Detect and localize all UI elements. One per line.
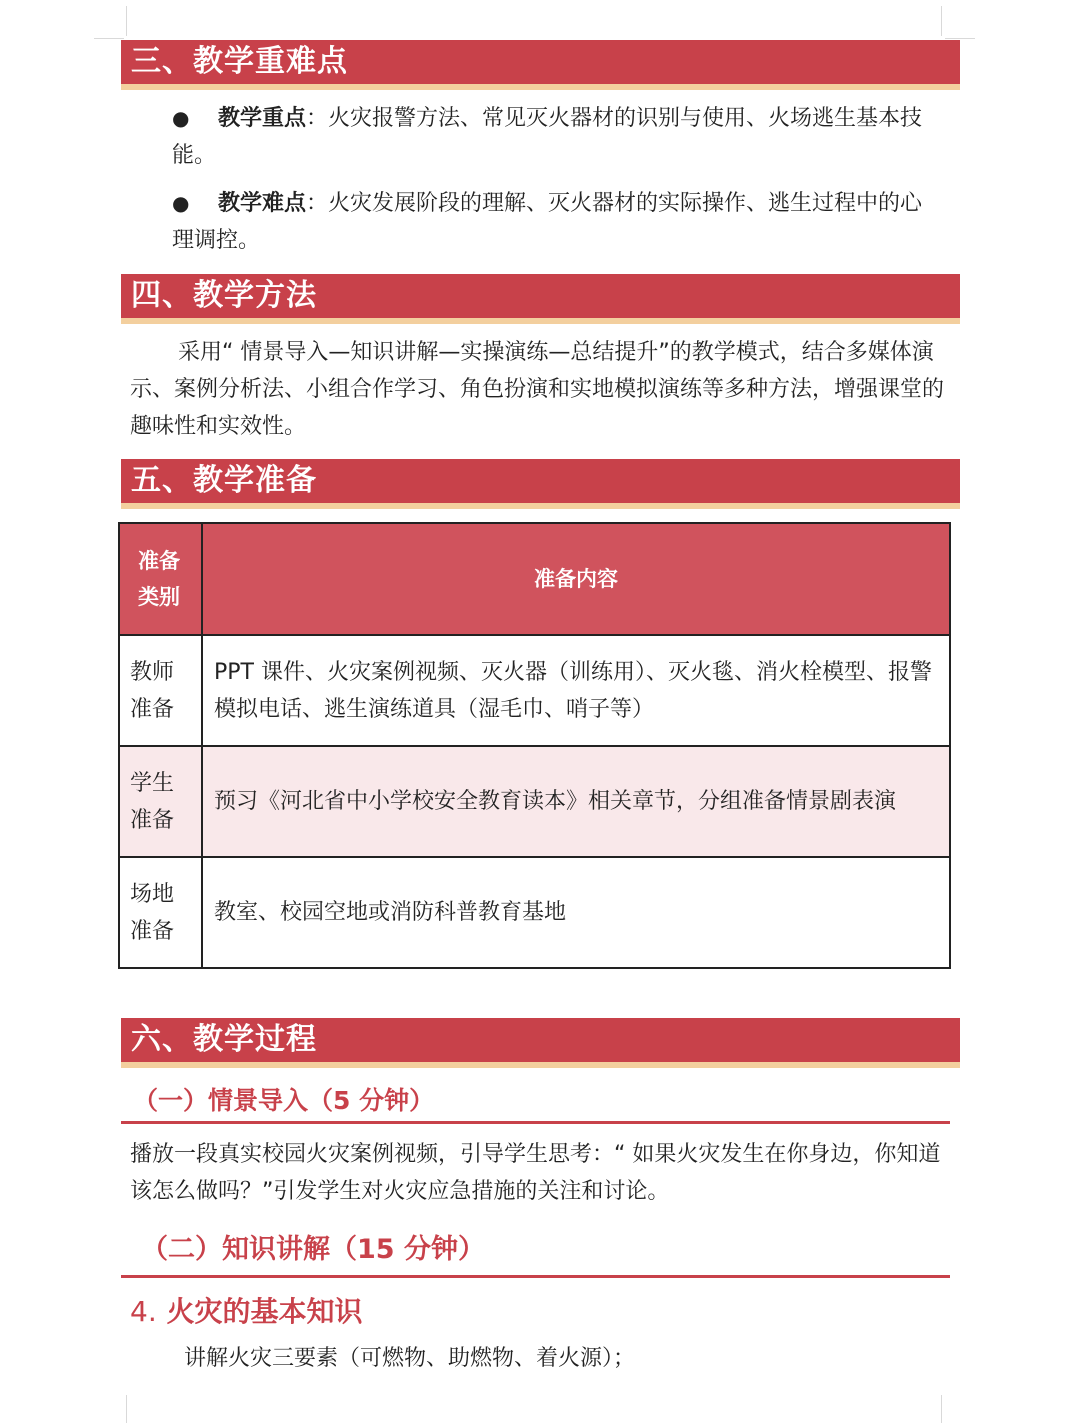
crop-mark <box>94 38 124 39</box>
item-number: 4. <box>130 1295 157 1328</box>
table-cell-content: PPT 课件、火灾案例视频、灭火器（训练用）、灭火毯、消火栓模型、报警模拟电话、逃生演练道具（湿毛巾、哨子等） <box>202 635 950 746</box>
section-heading: 四、教学方法 <box>121 274 960 324</box>
bullet-icon: ● <box>172 106 190 130</box>
crop-mark <box>126 1395 127 1423</box>
bullet-item <box>172 185 944 259</box>
knowledge-item-text: 讲解火灾三要素（可燃物、助燃物、着火源）； <box>184 1346 636 1371</box>
item-title: 火灾的基本知识 <box>166 1295 363 1328</box>
table-header-row <box>119 523 950 635</box>
table-header-category: 准备 类别 <box>119 523 202 635</box>
table-row <box>119 746 950 857</box>
table-cell-category: 场地 准备 <box>119 857 202 968</box>
bullet-text: ：火灾报警方法、常见灭火器材的识别与使用、火场逃生基本技能。 <box>172 106 923 168</box>
bullet-item <box>172 100 944 174</box>
subsection-heading: （一）情景导入（5 分钟） <box>121 1080 950 1124</box>
table-cell-content: 教室、校园空地或消防科普教育基地 <box>202 857 950 968</box>
bullet-icon: ● <box>172 191 190 215</box>
table-cell-content: 预习《河北省中小学校安全教育读本》相关章节，分组准备情景剧表演 <box>202 746 950 857</box>
bullet-text: ：火灾发展阶段的理解、灭火器材的实际操作、逃生过程中的心理调控。 <box>172 191 923 253</box>
section-heading: 三、教学重难点 <box>121 40 960 90</box>
crop-mark <box>945 38 975 39</box>
preparation-table <box>118 522 951 969</box>
table-row <box>119 857 950 968</box>
bullet-label: 教学重点 <box>218 106 307 131</box>
crop-mark <box>941 6 942 36</box>
table-cell-category: 教师 准备 <box>119 635 202 746</box>
table-row <box>119 635 950 746</box>
subsection-heading: （二）知识讲解（15 分钟） <box>121 1225 950 1278</box>
table-cell-category: 学生 准备 <box>119 746 202 857</box>
section-heading: 五、教学准备 <box>121 459 960 509</box>
knowledge-item-title <box>130 1292 362 1332</box>
crop-mark <box>126 6 127 36</box>
method-paragraph: 采用“ 情景导入—知识讲解—实操演练—总结提升”的教学模式，结合多媒体演示、案例分析法、小组合作学习、角色扮演和实地模拟演练等多种方法，增强课堂的趣味性和实效性。 <box>130 340 945 439</box>
crop-mark <box>941 1395 942 1423</box>
section-heading: 六、教学过程 <box>121 1018 960 1068</box>
bullet-label: 教学难点 <box>218 191 307 216</box>
table-header-content: 准备内容 <box>202 523 950 635</box>
intro-paragraph: 播放一段真实校园火灾案例视频，引导学生思考：“ 如果火灾发生在你身边，你知道该怎么做吗？”引发学生对火灾应急措施的关注和讨论。 <box>130 1142 941 1204</box>
